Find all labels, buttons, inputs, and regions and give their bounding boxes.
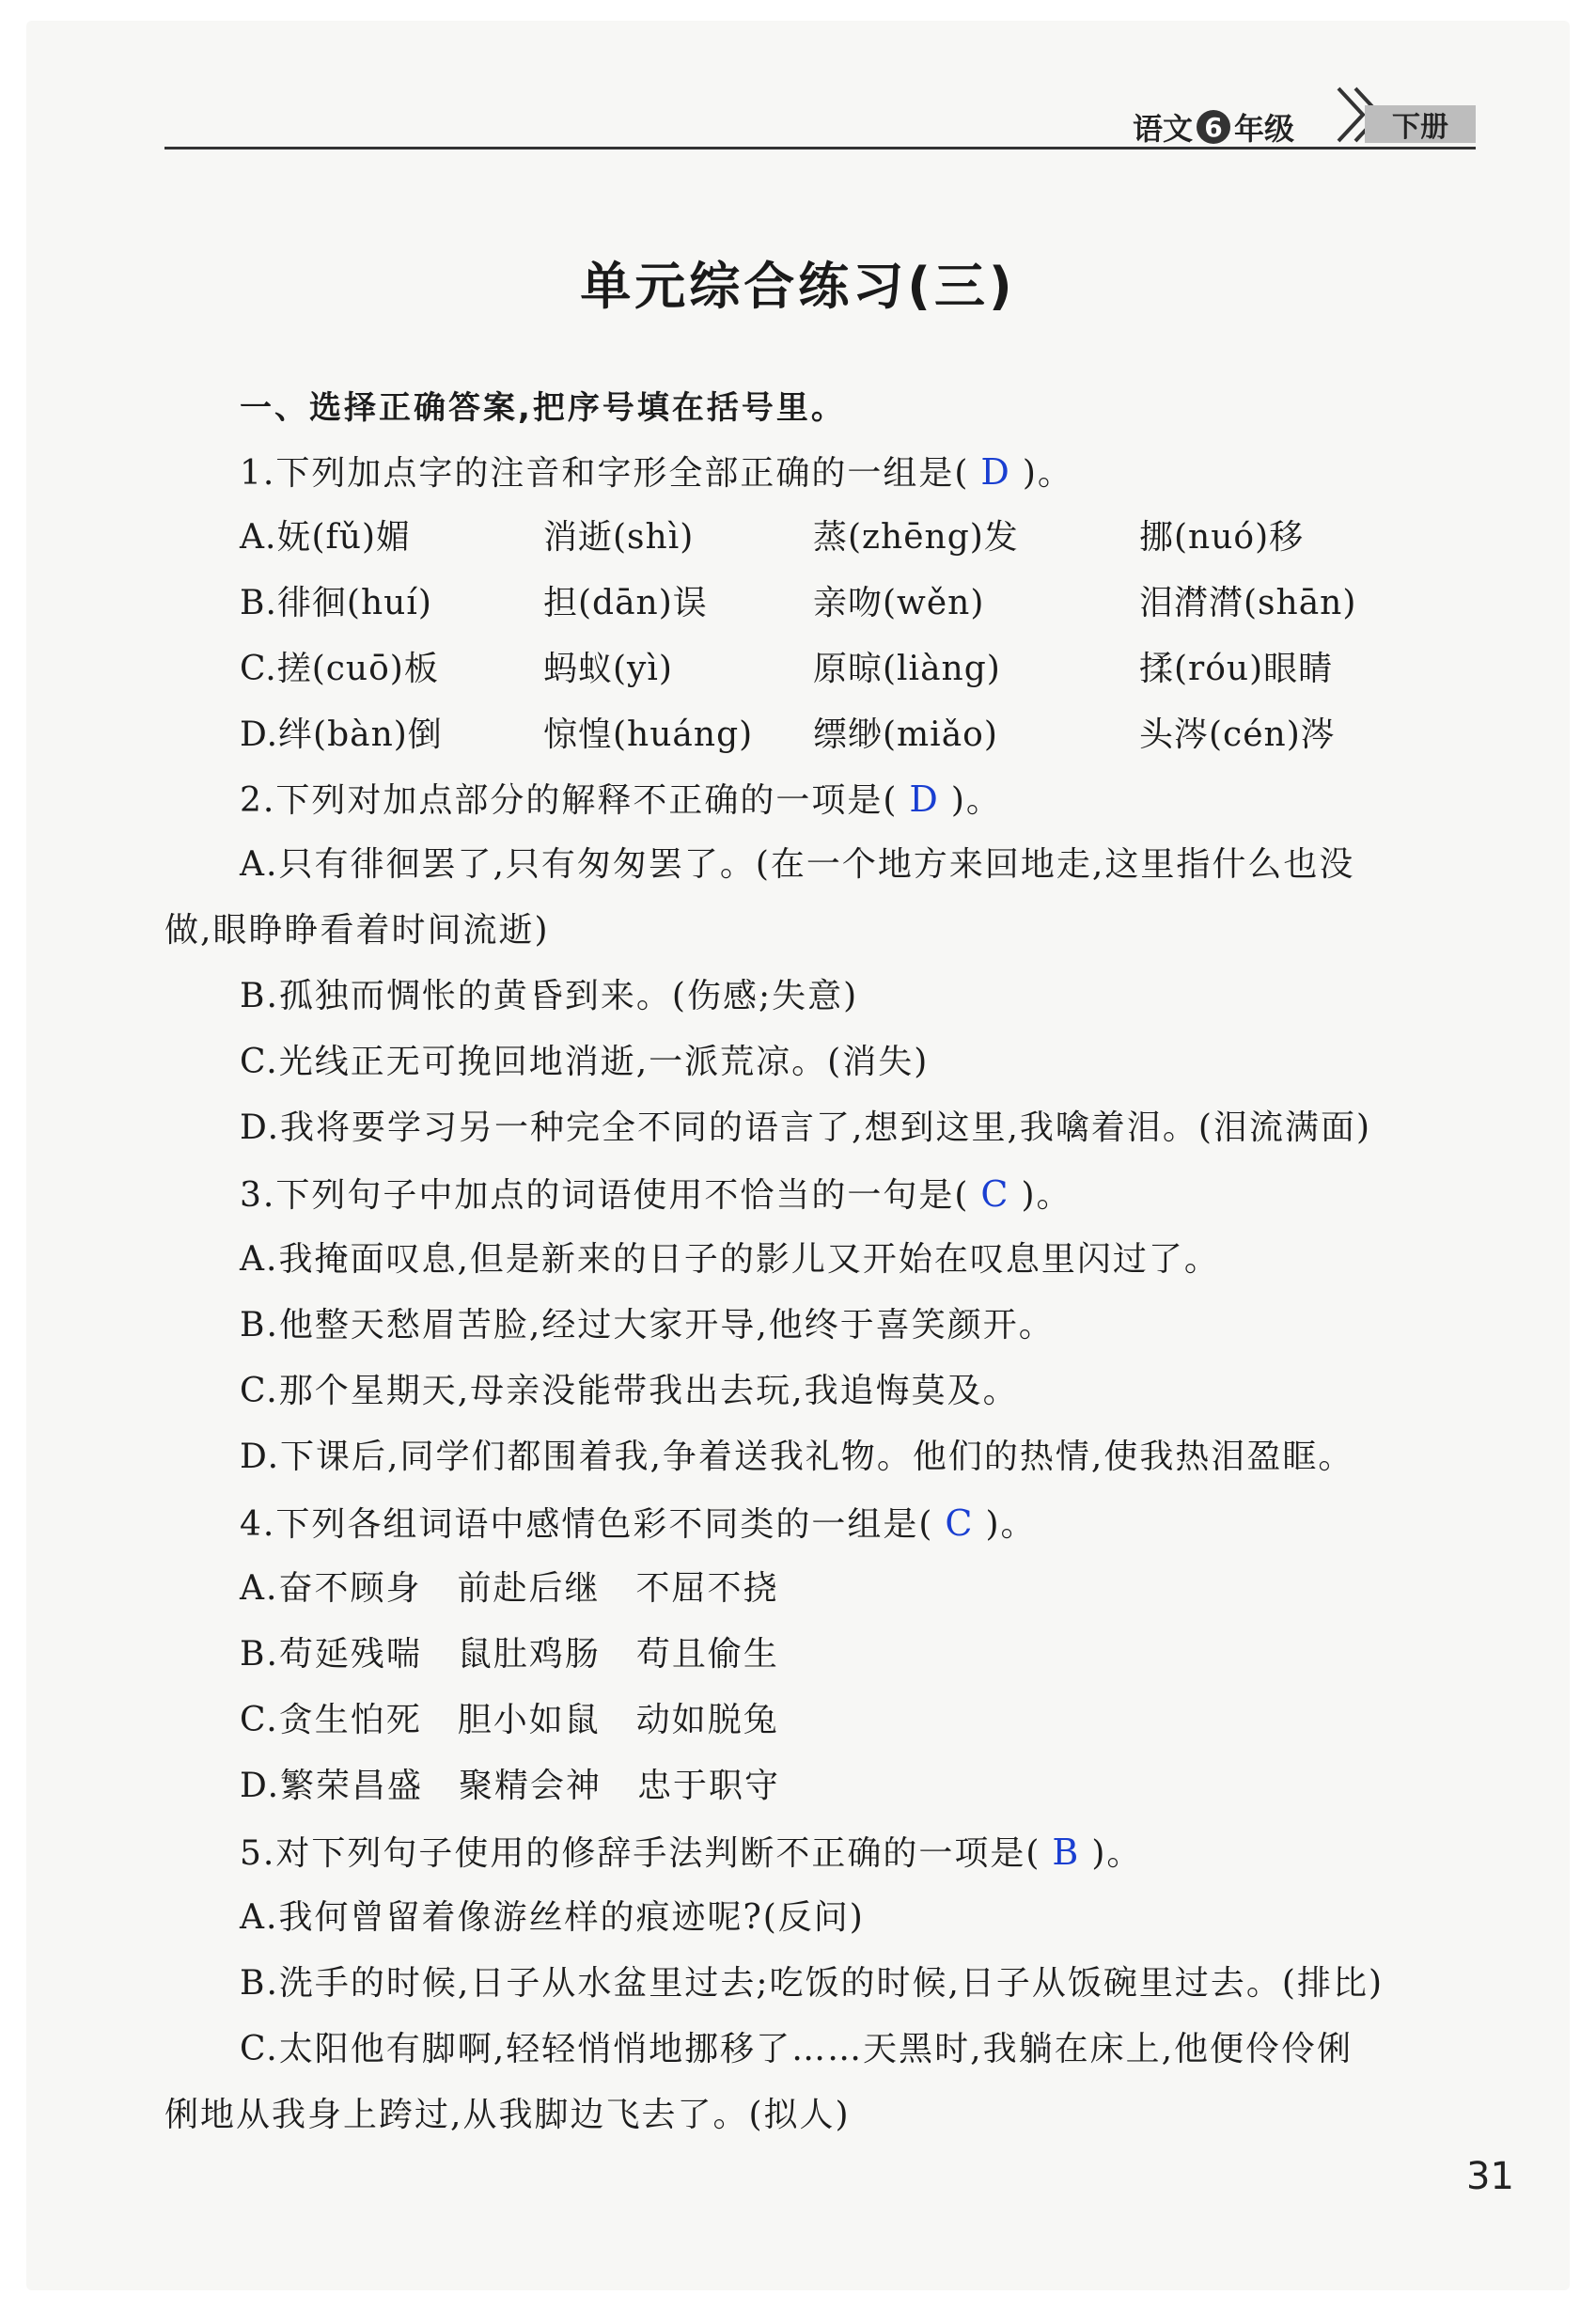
option-d: D.繁荣昌盛 聚精会神 忠于职守 [240,1767,781,1805]
question-3-stem [240,1171,1072,1218]
option-b: B.洗手的时候,日子从水盆里过去;吃饭的时候,日子从饭碗里过去。(排比) [240,1964,1385,2003]
option-cell: 缥缈(miǎo) [813,715,998,754]
question-stem-text: 4.下列各组词语中感情色彩不同类的一组是( [240,1505,934,1544]
page-background [26,21,1570,2290]
question-1-stem [240,449,1073,496]
header-subject [1133,105,1294,149]
subject-label: 语文 [1133,111,1194,147]
option-cell: 挪(nuó)移 [1139,518,1305,557]
option-a: A.只有徘徊罢了,只有匆匆罢了。(在一个地方来回地走,这里指什么也没 [240,845,1355,884]
option-cell: 原晾(liàng) [813,650,1001,688]
answer-mark: C [945,1502,975,1544]
question-stem-end: )。 [1091,1834,1143,1873]
option-cell: 揉(róu)眼睛 [1139,650,1334,688]
option-a-continued: 做,眼睁睁看着时间流逝) [164,911,550,950]
option-cell: 消逝(shì) [543,518,695,557]
page-number: 31 [1466,2155,1514,2198]
option-cell: 蒸(zhēng)发 [813,518,1019,557]
page-title: 单元综合练习(三) [580,257,1016,316]
question-stem-end: )。 [950,781,1002,820]
option-cell: 惊惶(huáng) [543,715,754,754]
option-cell: C.搓(cuō)板 [240,650,439,688]
option-c: C.光线正无可挽回地消逝,一派荒凉。(消失) [240,1043,930,1081]
option-cell: 头涔(cén)涔 [1139,715,1336,754]
question-2-stem [240,777,1002,824]
answer-mark: D [980,451,1011,493]
header-divider [164,147,1476,149]
question-stem-end: )。 [1022,454,1073,493]
option-a: A.奋不顾身 前赴后继 不屈不挠 [240,1569,779,1608]
question-stem-text: 5.对下列句子使用的修辞手法判断不正确的一项是( [240,1834,1041,1873]
option-cell: B.徘徊(huí) [240,584,432,622]
grade-badge: 6 [1197,110,1230,144]
option-c: C.太阳他有脚啊,轻轻悄悄地挪移了……天黑时,我躺在床上,他便伶伶俐 [240,2030,1353,2068]
section-heading: 一、选择正确答案,把序号填在括号里。 [240,389,846,427]
question-stem-text: 3.下列句子中加点的词语使用不恰当的一句是( [240,1176,970,1215]
option-d: D.下课后,同学们都围着我,争着送我礼物。他们的热情,使我热泪盈眶。 [240,1438,1354,1476]
question-4-stem [240,1501,1037,1548]
question-stem-end: )。 [1021,1176,1072,1215]
option-cell: 亲吻(wěn) [813,584,985,622]
option-b: B.他整天愁眉苦脸,经过大家开导,他终于喜笑颜开。 [240,1306,1055,1344]
option-cell: 担(dān)误 [543,584,708,622]
option-c: C.贪生怕死 胆小如鼠 动如脱兔 [240,1701,779,1739]
option-cell: A.妩(fǔ)媚 [240,518,412,557]
option-cell: 泪潸潸(shān) [1139,584,1357,622]
volume-tag: 下册 [1365,105,1476,143]
option-cell: D.绊(bàn)倒 [240,715,443,754]
answer-mark: C [980,1173,1010,1215]
answer-mark: D [909,778,940,820]
option-cell: 蚂蚁(yì) [543,650,673,688]
option-c: C.那个星期天,母亲没能带我出去玩,我追悔莫及。 [240,1372,1019,1410]
answer-mark: B [1052,1832,1081,1873]
option-b: B.苟延残喘 鼠肚鸡肠 苟且偷生 [240,1635,779,1674]
option-d: D.我将要学习另一种完全不同的语言了,想到这里,我噙着泪。(泪流满面) [240,1108,1372,1147]
grade-label: 年级 [1234,111,1295,147]
option-c-continued: 俐地从我身上跨过,从我脚边飞去了。(拟人) [164,2096,851,2134]
option-a: A.我何曾留着像游丝样的痕迹呢?(反问) [240,1898,865,1937]
question-stem-end: )。 [985,1505,1037,1544]
question-5-stem [240,1830,1142,1877]
option-b: B.孤独而惆怅的黄昏到来。(伤感;失意) [240,977,859,1015]
question-stem-text: 2.下列对加点部分的解释不正确的一项是( [240,781,899,820]
question-stem-text: 1.下列加点字的注音和字形全部正确的一组是( [240,454,970,493]
option-a: A.我掩面叹息,但是新来的日子的影儿又开始在叹息里闪过了。 [240,1240,1220,1279]
